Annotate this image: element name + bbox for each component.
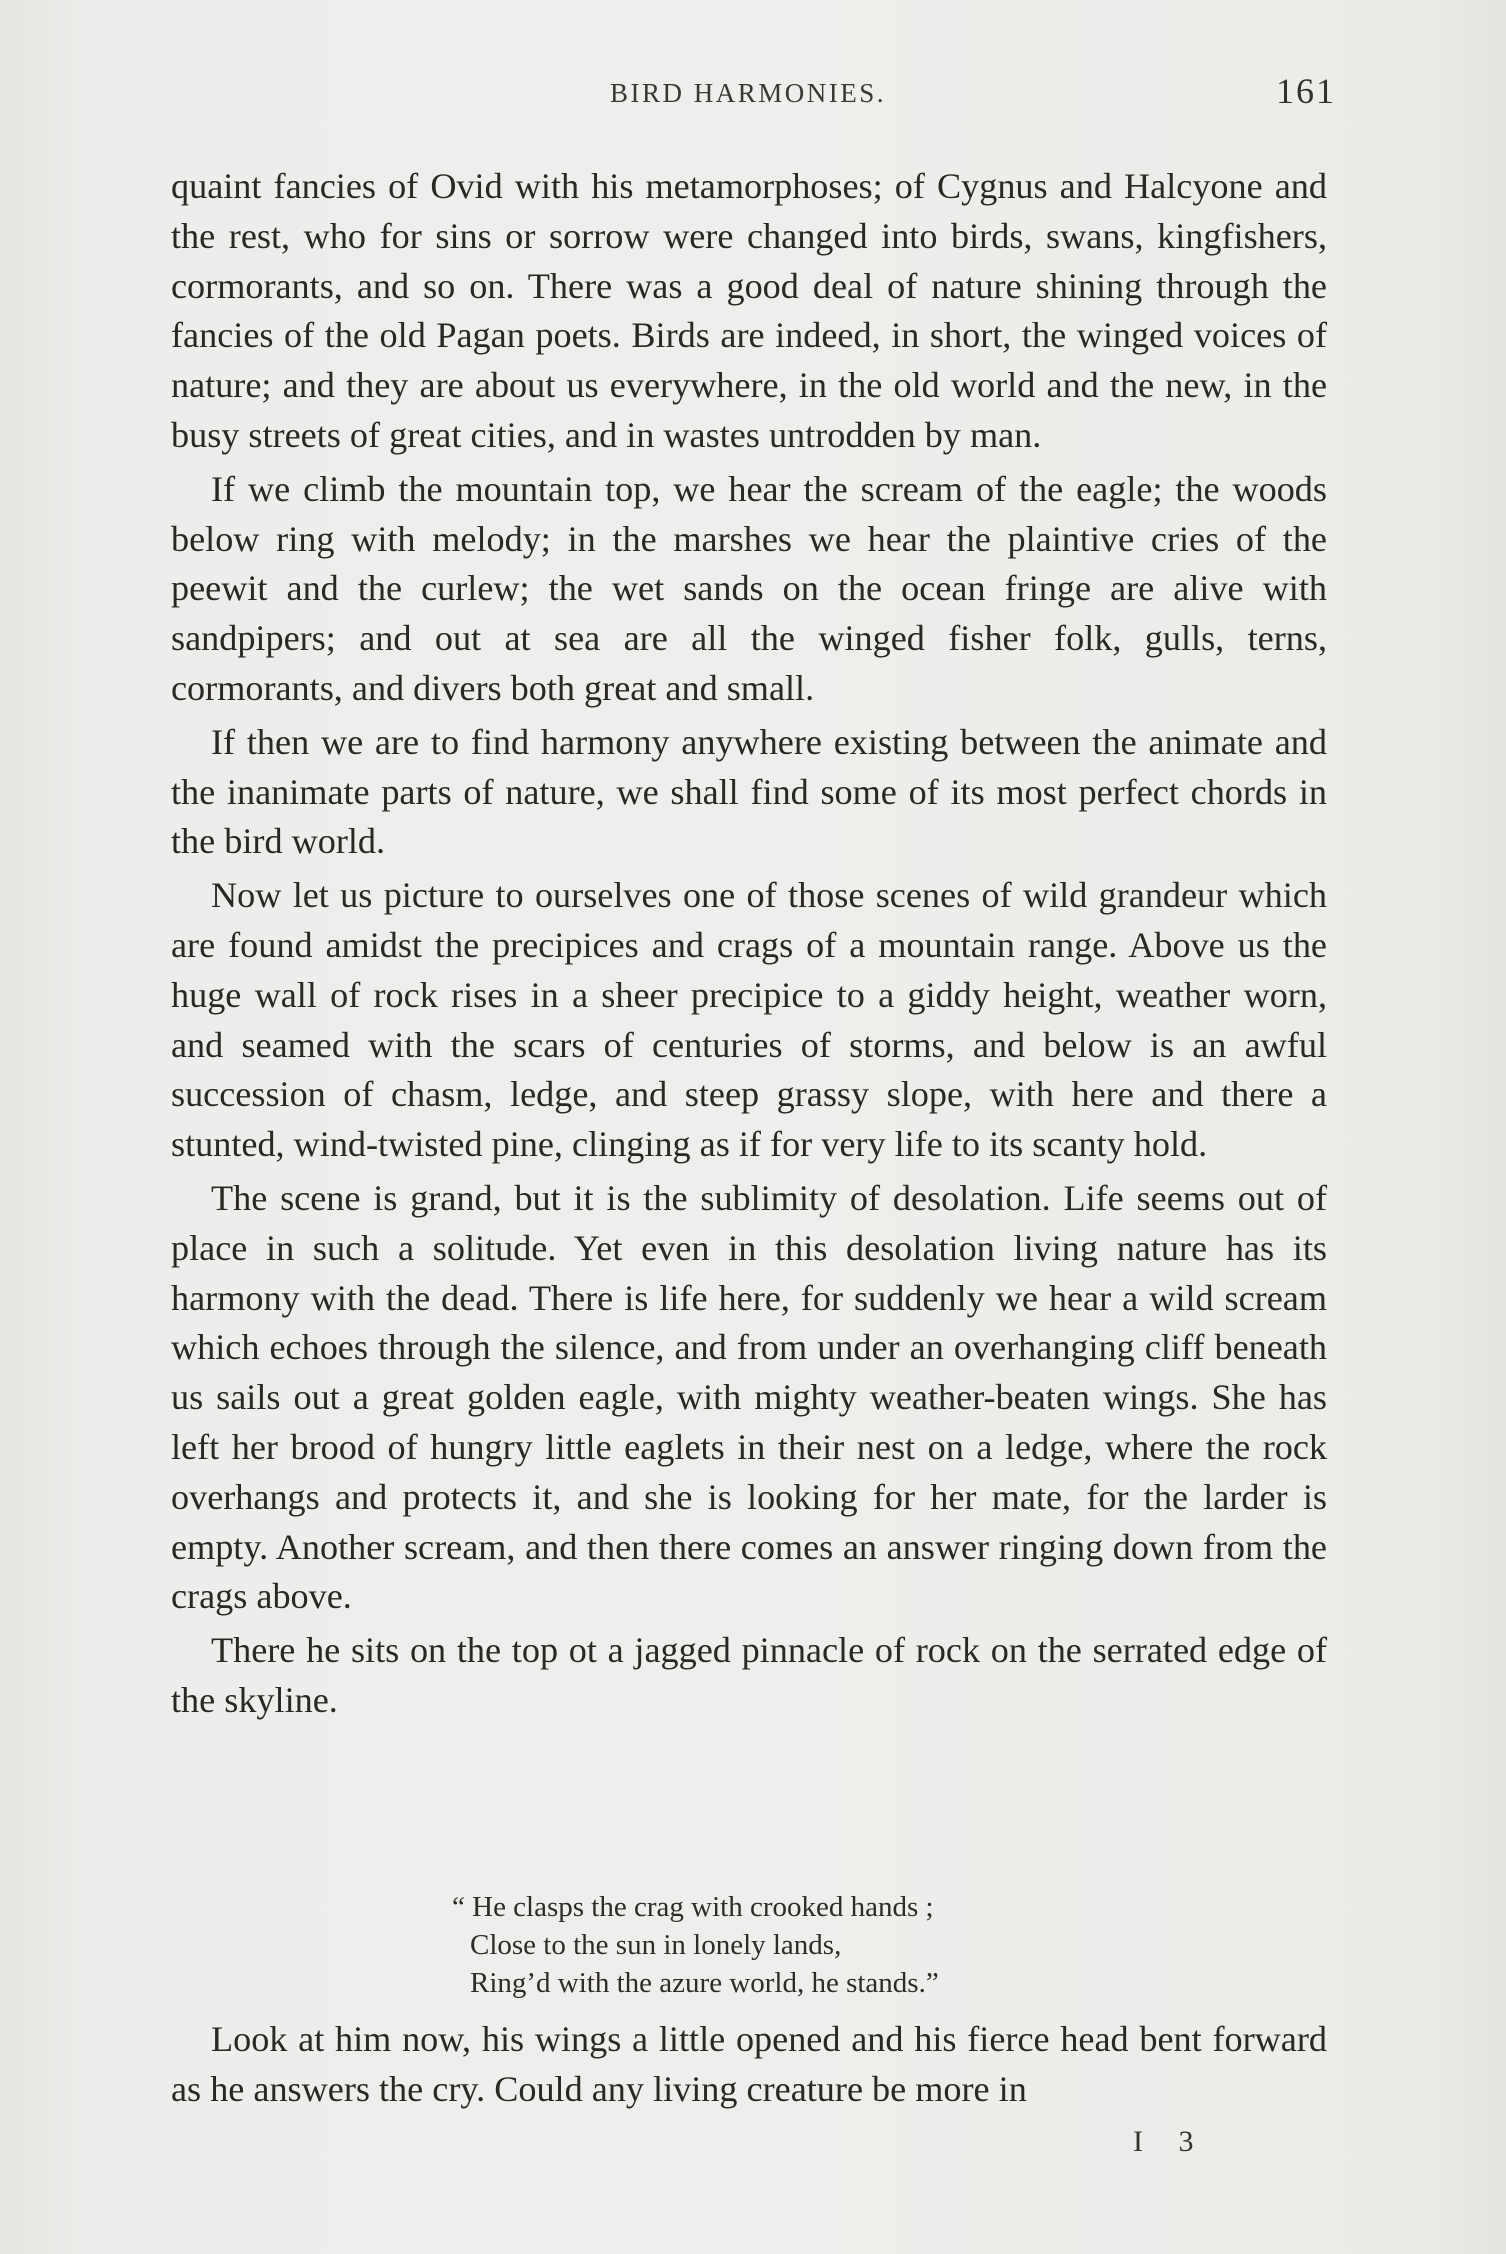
- paragraph: The scene is grand, but it is the sublimity of desolation. Life seems out of place in such a solitude. Yet even in this desolation living nature has its harmony with the dead. There is life here, for suddenly we hear a wild scream which echoes through the silence, and from under an overhanging cliff beneath us sails out a great golden eagle, with mighty weather-beaten wings. She has left her brood of hungry little eaglets in their nest on a ledge, where the rock overhangs and protects it, and she is looking for her mate, for the larder is empty. Another scream, and then there comes an answer ringing down from the crags above.: [171, 1177, 1327, 1617]
- paragraph: If we climb the mountain top, we hear the scream of the eagle; the woods below ring with melody; in the marshes we hear the plaintive cries of the peewit and the curlew; the wet sands on the ocean fringe are alive with sandpipers; and out at sea are all the winged fisher folk, gulls, terns, cormorants, and divers both great and small.: [171, 468, 1327, 708]
- page-number: 161: [1276, 71, 1336, 111]
- verse-line: “ He clasps the crag with crooked hands ;: [452, 1891, 934, 1923]
- verse-quotation: [452, 1888, 939, 2002]
- body-text-continued: [171, 2015, 1327, 2115]
- paragraph: Look at him now, his wings a little opened and his fierce head bent forward as he answers the cry. Could any living creature be more in: [171, 2019, 1327, 2109]
- verse-line: Close to the sun in lonely lands,: [470, 1929, 842, 1961]
- signature-mark: I 3: [1133, 2125, 1208, 2158]
- paragraph: Now let us picture to ourselves one of those scenes of wild grandeur which are found amidst the precipices and crags of a mountain range. Above us the huge wall of rock rises in a sheer precipice to a giddy height, weather worn, and seamed with the scars of centuries of storms, and below is an awful succession of chasm, ledge, and steep grassy slope, with here and there a stunted, wind-twisted pine, clinging as if for very life to its scanty hold.: [171, 875, 1327, 1165]
- paragraph: quaint fancies of Ovid with his metamorphoses; of Cygnus and Halcyone and the rest, who for sins or sorrow were changed into birds, swans, kingfishers, cormorants, and so on. There was a good deal of nature shining through the fancies of the old Pagan poets. Birds are indeed, in short, the winged voices of nature; and they are about us everywhere, in the old world and the new, in the busy streets of great cities, and in wastes untrodden by man.: [171, 166, 1327, 455]
- running-head: BIRD HARMONIES.: [610, 78, 887, 108]
- paragraph: There he sits on the top ot a jagged pinnacle of rock on the serrated edge of the skyline.: [171, 1630, 1327, 1720]
- verse-line: Ring’d with the azure world, he stands.”: [470, 1967, 939, 1999]
- body-text: [171, 162, 1327, 1726]
- paragraph: If then we are to find harmony anywhere existing between the animate and the inanimate parts of nature, we shall find some of its most perfect chords in the bird world.: [171, 721, 1327, 862]
